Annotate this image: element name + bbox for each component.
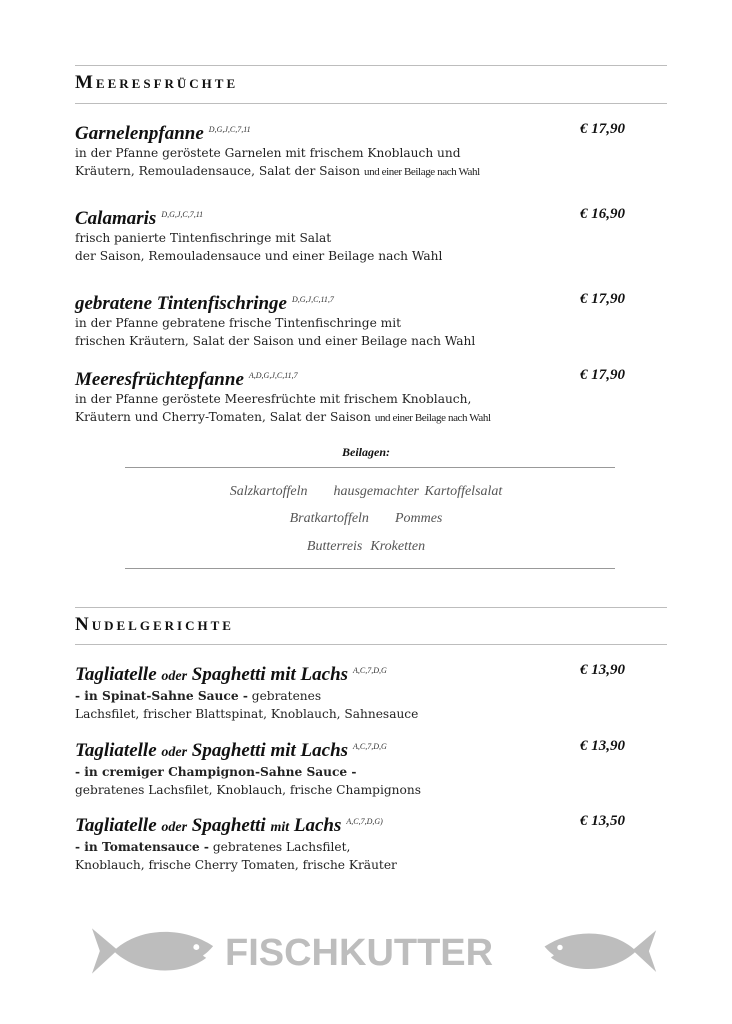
item-name-oder: oder [161,820,188,835]
beilagen-row [0,511,732,527]
item-name: Lachs [293,815,342,836]
item-name: Tagliatelle [75,740,157,761]
item-description-small: und einer Beilage nach Wahl [364,165,480,178]
item-description: gebratenes [251,689,322,703]
divider [75,103,667,104]
item-price: € 17,90 [580,367,625,383]
item-price: € 13,90 [580,662,625,678]
divider [125,467,615,468]
item-description: Knoblauch, frische Cherry Tomaten, frische Kräuter [75,857,397,872]
item-price: € 13,90 [580,738,625,754]
logo-text: FISCHKUTTER [225,932,494,974]
fischkutter-logo [90,924,660,980]
item-name: Spaghetti mit Lachs [191,664,349,685]
menu-item [75,365,625,427]
item-name: Garnelenpfanne [75,123,204,144]
beilagen-row [0,539,732,555]
menu-item [75,736,625,799]
item-name-mit: mit [270,820,290,835]
item-price: € 17,90 [580,291,625,307]
item-description: gebratenes Lachsfilet, Knoblauch, frische Champignons [75,782,421,797]
item-name: Spaghetti [191,815,266,836]
fish-icon [540,924,658,980]
section-title-meeresfruechte: Meeresfrüchte [75,72,239,93]
item-description: frisch panierte Tintenfischringe mit Salat [75,231,332,245]
item-name: Tagliatelle [75,815,157,836]
item-description: frischen Kräutern, Salat der Saison und einer Beilage nach Wahl [75,333,476,348]
item-allergens: A,C,7,D,G [353,742,387,751]
divider [75,65,667,66]
beilagen-label: Beilagen: [342,445,390,459]
side-dish: Pommes [394,511,443,526]
beilagen-row [0,484,732,500]
side-dish: Bratkartoffeln [289,511,369,526]
item-name: Meeresfrüchtepfanne [75,369,244,390]
item-description-small: und einer Beilage nach Wahl [374,411,491,424]
section-title-nudelgerichte: Nudelgerichte [75,614,234,635]
item-allergens: D,G,J,C,11,7 [292,295,334,304]
item-price: € 17,90 [580,121,625,137]
item-description: Lachsfilet, frischer Blattspinat, Knoblauch, Sahnesauce [75,706,419,721]
item-sauce: - in Spinat-Sahne Sauce - [75,689,248,703]
side-dish: Salzkartoffeln [229,484,308,499]
menu-item [75,119,625,181]
item-allergens: A,C,7,D,G) [346,817,383,826]
item-price: € 13,50 [580,813,625,829]
item-description: der Saison, Remouladensauce und einer Beilage nach Wahl [75,248,443,263]
item-name: gebratene Tintenfischringe [75,293,287,314]
divider [75,644,667,645]
item-description: Kräutern, Remouladensauce, Salat der Saison [75,163,361,178]
item-name: Tagliatelle [75,664,157,685]
item-description: in der Pfanne geröstete Garnelen mit frischem Knoblauch und [75,146,461,160]
menu-item [75,289,625,350]
menu-item [75,811,625,874]
item-name-oder: oder [161,745,188,760]
item-name: Calamaris [75,208,157,229]
item-allergens: D,G,J,C,7,11 [208,125,251,134]
menu-item [75,204,625,265]
item-allergens: A,D,G,J,C,11,7 [248,371,298,380]
item-description: in der Pfanne geröstete Meeresfrüchte mit frischem Knoblauch, [75,392,472,406]
item-sauce: - in cremiger Champignon-Sahne Sauce - [75,765,357,779]
item-name: Spaghetti mit Lachs [191,740,349,761]
item-description: gebratenes Lachsfilet, [212,840,351,854]
item-name-oder: oder [161,669,188,684]
side-dish: Butterreis [306,539,363,554]
divider [125,568,615,569]
side-dish: Kroketten [370,539,426,554]
item-price: € 16,90 [580,206,625,222]
side-dish: hausgemachter Kartoffelsalat [333,484,503,499]
item-sauce: - in Tomatensauce - [75,840,209,854]
fish-icon [90,924,218,980]
item-allergens: D,G,J,C,7,11 [161,210,204,219]
menu-item [75,660,625,723]
divider [75,607,667,608]
item-description: in der Pfanne gebratene frische Tintenfischringe mit [75,316,402,330]
item-description: Kräutern und Cherry-Tomaten, Salat der Saison [75,409,371,424]
item-allergens: A,C,7,D,G [353,666,387,675]
